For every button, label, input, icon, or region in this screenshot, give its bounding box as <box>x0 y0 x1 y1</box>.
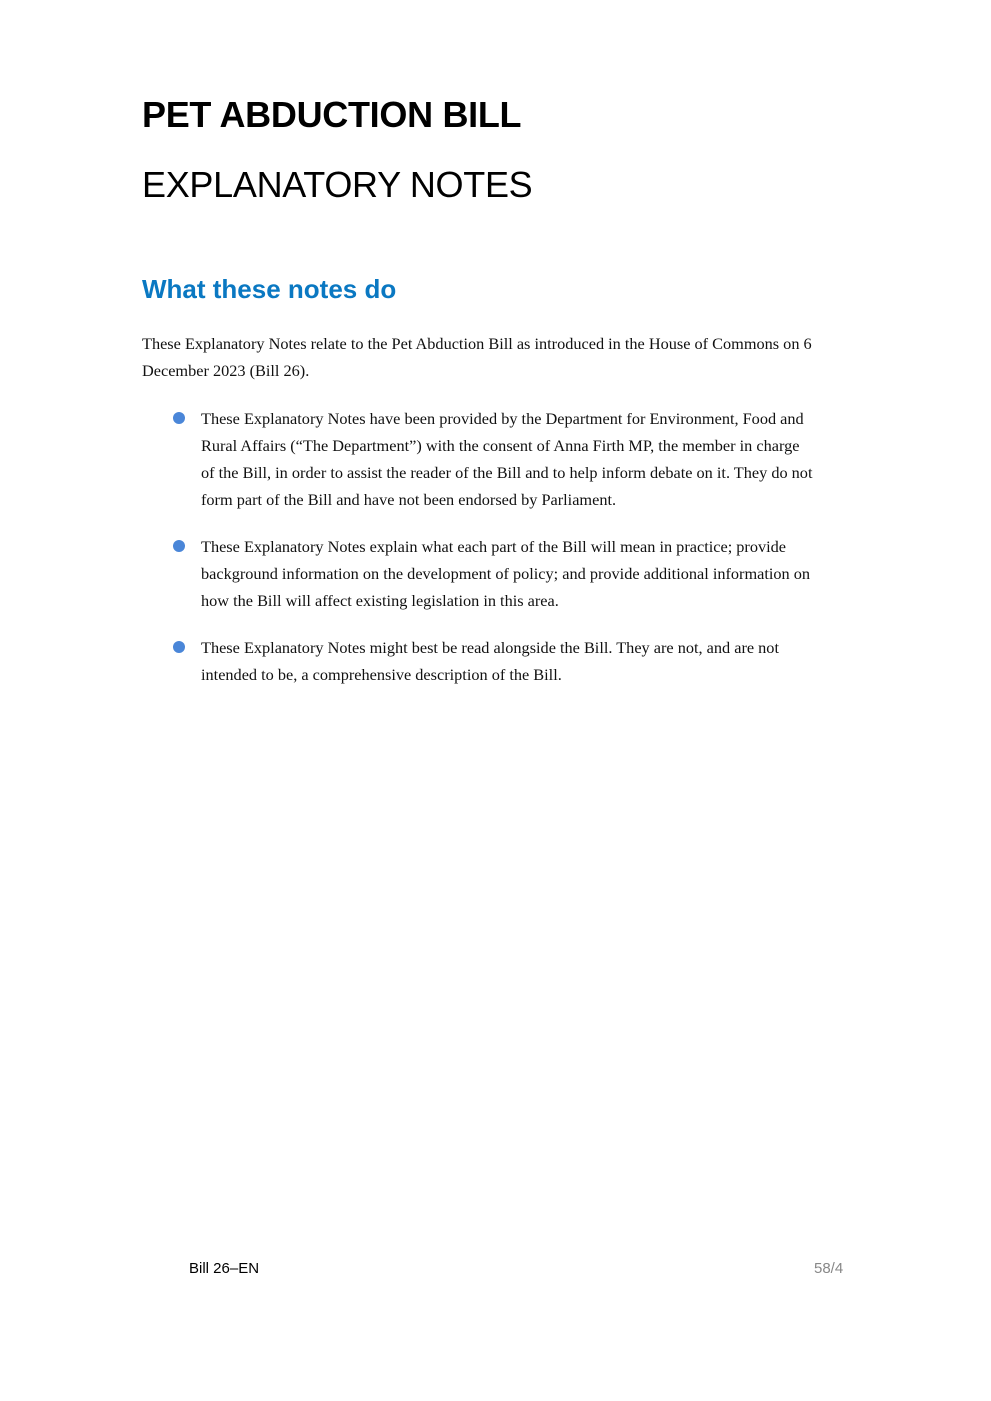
bullet-item <box>201 533 991 614</box>
bullet-item <box>201 405 991 513</box>
text-line: background information on the development of policy; and provide additional information on <box>201 564 811 583</box>
text-line: December 2023 (Bill 26). <box>142 361 310 380</box>
text-line: form part of the Bill and have not been endorsed by Parliament. <box>201 490 617 509</box>
text-line: These Explanatory Notes have been provided by the Department for Environment, Food and <box>201 409 804 428</box>
text-line: These Explanatory Notes might best be read alongside the Bill. They are not, and are not <box>201 638 779 657</box>
bullet-list <box>0 405 991 708</box>
footer-bill-reference: Bill 26–EN <box>189 1260 260 1277</box>
text-line: how the Bill will affect existing legislation in this area. <box>201 591 559 610</box>
text-line: These Explanatory Notes relate to the Pet Abduction Bill as introduced in the House of Commons on 6 <box>142 334 812 353</box>
bullet-dot-icon <box>173 641 185 653</box>
text-line: These Explanatory Notes explain what each part of the Bill will mean in practice; provide <box>201 537 787 556</box>
intro-paragraph <box>142 330 812 384</box>
bullet-dot-icon <box>173 412 185 424</box>
document-subtitle: EXPLANATORY NOTES <box>142 164 533 205</box>
text-line: Rural Affairs (“The Department”) with the consent of Anna Firth MP, the member in charge <box>201 436 800 455</box>
section-heading: What these notes do <box>142 274 397 304</box>
text-line: of the Bill, in order to assist the reader of the Bill and to help inform debate on it. They do not <box>201 463 813 482</box>
bullet-item <box>201 634 991 688</box>
bullet-dot-icon <box>173 540 185 552</box>
document-title: PET ABDUCTION BILL <box>142 94 522 135</box>
footer-page-code: 58/4 <box>814 1260 844 1277</box>
text-line: intended to be, a comprehensive description of the Bill. <box>201 665 562 684</box>
